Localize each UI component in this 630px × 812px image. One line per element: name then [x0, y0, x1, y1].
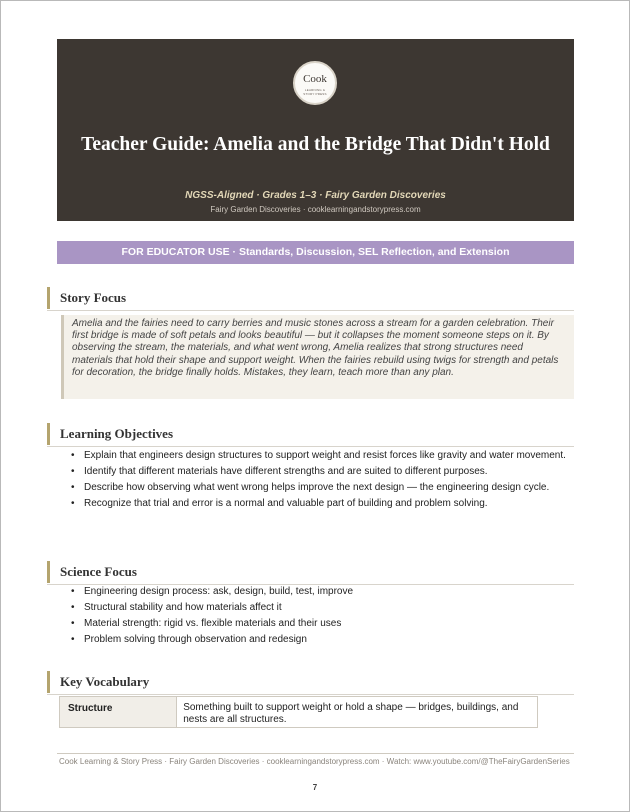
vocabulary-definition: Something built to support weight or hold a shape — bridges, buildings, and nests are all structures.: [183, 702, 519, 725]
page-number: 7: [312, 783, 318, 792]
story-focus-text: Amelia and the fairies need to carry berries and music stones across a stream for a garden celebration. Their first bridge is made of soft petals and looks beautiful — but it collapses the moment someone steps on it. By observing the stream, the materials, and what went wrong, Amelia realizes that strong structures need materials that hold their shape and support weight. When the fairies rebuild using twigs for strength and petals for decoration, the bridge finally holds. Mistakes, they learn, teach more than any plan.: [61, 315, 574, 399]
section-divider: [47, 694, 574, 695]
list-item: [69, 618, 574, 630]
key-vocabulary-heading: Key Vocabulary: [47, 671, 580, 693]
science-focus-heading: Science Focus: [47, 561, 580, 583]
bullet-icon: •: [71, 618, 75, 629]
header-banner: [57, 39, 574, 221]
section-divider: [47, 446, 574, 447]
bullet-icon: •: [71, 498, 75, 509]
section-divider: [47, 584, 574, 585]
list-item: [69, 450, 574, 462]
logo-wordmark: Cook: [303, 73, 327, 85]
logo-subtext: LEARNING & STORY PRESS: [303, 88, 327, 96]
learning-objectives-list: [69, 450, 574, 514]
vocabulary-table: [59, 696, 538, 728]
bullet-icon: •: [71, 602, 75, 613]
list-item-text: Engineering design process: ask, design, build, test, improve: [84, 586, 354, 597]
list-item: [69, 482, 574, 494]
list-item: [69, 498, 574, 510]
publisher-logo: [293, 61, 337, 105]
bullet-icon: •: [71, 466, 75, 477]
page-subline: Fairy Garden Discoveries · cooklearningandstorypress.com: [210, 205, 421, 214]
page-footer: Cook Learning & Story Press · Fairy Garden Discoveries · cooklearningandstorypress.com · Watch: www.youtube.com/@TheFairyGardenSeries: [59, 757, 570, 766]
story-focus-heading: Story Focus: [47, 287, 580, 309]
list-item-text: Recognize that trial and error is a normal and valuable part of building and problem solving.: [84, 498, 488, 509]
list-item-text: Identify that different materials have different strengths and are suited to different purposes.: [84, 466, 488, 477]
bullet-icon: •: [71, 482, 75, 493]
list-item-text: Describe how observing what went wrong helps improve the next design — the engineering design cycle.: [84, 482, 550, 493]
list-item: [69, 466, 574, 478]
list-item: [69, 634, 574, 646]
bullet-icon: •: [71, 634, 75, 645]
list-item-text: Explain that engineers design structures to support weight and resist forces like gravity and water movement.: [84, 450, 566, 461]
list-item: [69, 586, 574, 598]
learning-objectives-heading: Learning Objectives: [47, 423, 580, 445]
footer-divider: [57, 753, 574, 754]
vocabulary-term: Structure: [60, 697, 177, 727]
educator-use-bar: FOR EDUCATOR USE · Standards, Discussion, SEL Reflection, and Extension: [57, 241, 574, 264]
bullet-icon: •: [71, 586, 75, 597]
section-divider: [47, 310, 574, 311]
page-title: Teacher Guide: Amelia and the Bridge That Didn't Hold: [81, 134, 550, 155]
science-focus-list: [69, 586, 574, 650]
list-item-text: Structural stability and how materials affect it: [84, 602, 282, 613]
page-subtitle: NGSS-Aligned · Grades 1–3 · Fairy Garden Discoveries: [185, 190, 446, 201]
bullet-icon: •: [71, 450, 75, 461]
list-item: [69, 602, 574, 614]
list-item-text: Problem solving through observation and redesign: [84, 634, 307, 645]
list-item-text: Material strength: rigid vs. flexible materials and their uses: [84, 618, 342, 629]
